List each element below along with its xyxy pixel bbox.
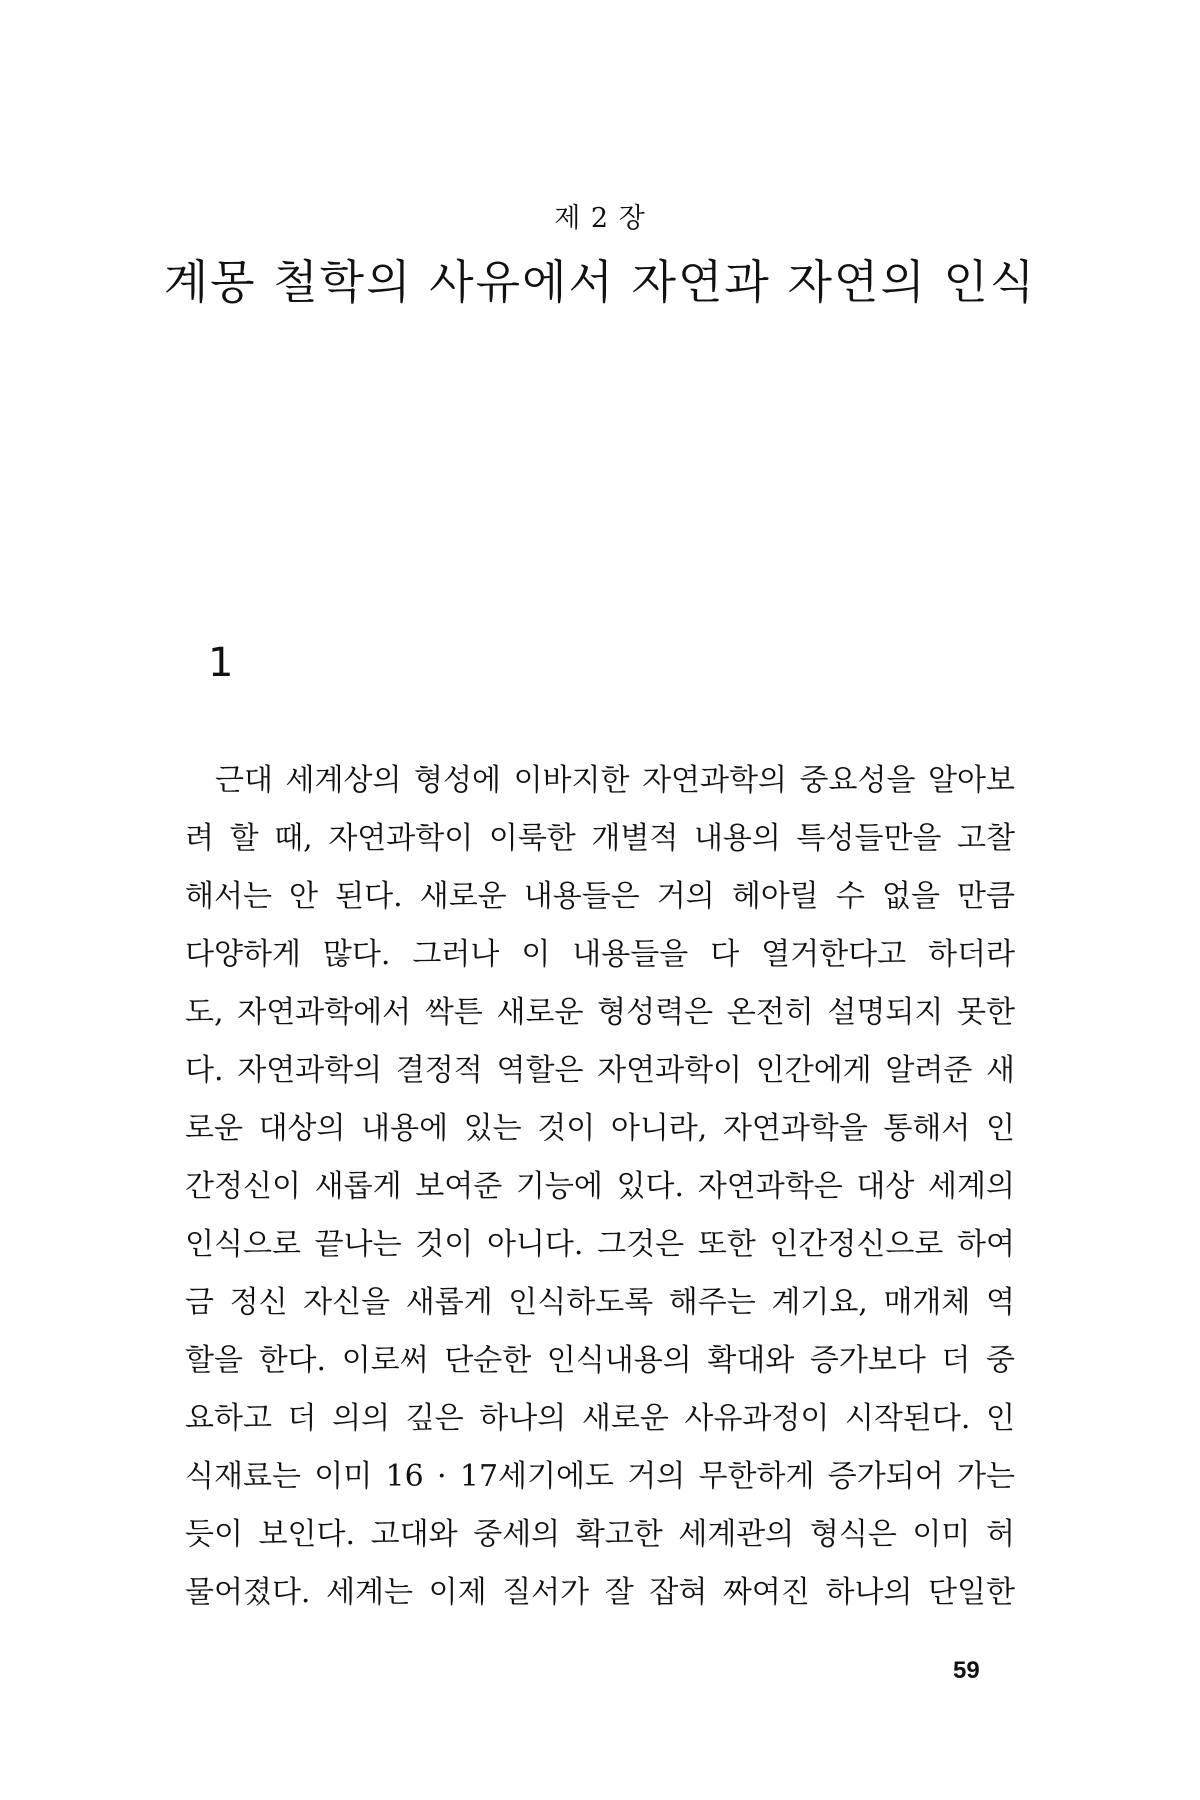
body-line: 듯이 보인다. 고대와 중세의 확고한 세계관의 형식은 이미 허 <box>185 1517 1015 1552</box>
body-line: 간정신이 새롭게 보여준 기능에 있다. 자연과학은 대상 세계의 <box>185 1169 1015 1204</box>
body-line: 해서는 안 된다. 새로운 내용들은 거의 헤아릴 수 없을 만큼 <box>185 879 1015 914</box>
body-line: 도, 자연과학에서 싹튼 새로운 형성력은 온전히 설명되지 못한 <box>185 995 1015 1030</box>
body-line: 인식으로 끝나는 것이 아니다. 그것은 또한 인간정신으로 하여 <box>185 1227 1015 1262</box>
page-number: 59 <box>953 1657 980 1684</box>
body-paragraph <box>185 752 1015 1622</box>
body-line: 물어졌다. 세계는 이제 질서가 잘 잡혀 짜여진 하나의 단일한 <box>185 1575 1015 1610</box>
body-line: 근대 세계상의 형성에 이바지한 자연과학의 중요성을 알아보 <box>215 763 1015 798</box>
section-number: 1 <box>208 640 234 686</box>
body-line: 식재료는 이미 16 · 17세기에도 거의 무한하게 증가되어 가는 <box>185 1459 1015 1494</box>
body-line: 려 할 때, 자연과학이 이룩한 개별적 내용의 특성들만을 고찰 <box>185 821 1015 856</box>
chapter-title: 계몽 철학의 사유에서 자연과 자연의 인식 <box>163 255 1037 309</box>
body-line: 요하고 더 의의 깊은 하나의 새로운 사유과정이 시작된다. 인 <box>185 1401 1015 1436</box>
chapter-label: 제 2 장 <box>554 203 646 234</box>
body-line: 금 정신 자신을 새롭게 인식하도록 해주는 계기요, 매개체 역 <box>185 1285 1015 1320</box>
body-line: 로운 대상의 내용에 있는 것이 아니라, 자연과학을 통해서 인 <box>185 1111 1015 1146</box>
body-line: 할을 한다. 이로써 단순한 인식내용의 확대와 증가보다 더 중 <box>185 1343 1015 1378</box>
body-line: 다. 자연과학의 결정적 역할은 자연과학이 인간에게 알려준 새 <box>185 1053 1015 1088</box>
body-line: 다양하게 많다. 그러나 이 내용들을 다 열거한다고 하더라 <box>185 937 1015 972</box>
